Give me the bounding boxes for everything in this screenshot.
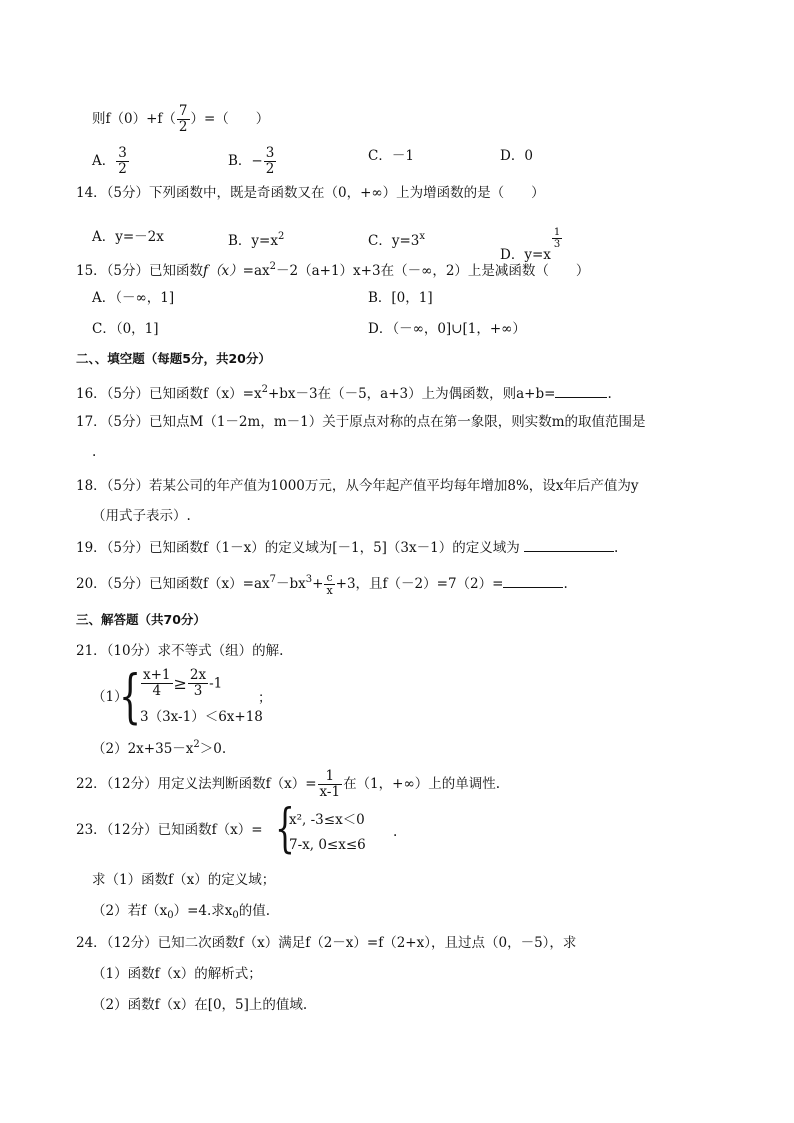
q16: 16．（5分）已知函数$f(x)=x^2+bx-3$在（－5，a+3）上为偶函数，则a+b= .	[76, 384, 612, 402]
q13-option-d: D．0	[500, 148, 533, 164]
q19: 19．（5分）已知函数f（1－x）的定义域为[－1，5]（3x－1）的定义域为 .	[76, 537, 618, 558]
q21-semicolon: ；	[258, 690, 272, 706]
q20: 20．（5分）已知函数$f(x)=ax^7-bx^3+$ $\frac{c}{x}$ +3，且f（－2）=7（2）= .	[76, 571, 568, 597]
q13-stem: 则f（0）+f（ $\frac{7}{2}$ ）=（ ）	[92, 103, 270, 135]
section-fill-in-heading: 二、、填空题（每题5分，共20分）	[76, 351, 271, 366]
q15-option-a: A．（－∞，1]	[92, 290, 175, 306]
q18-line2: （用式子表示）.	[92, 508, 191, 524]
q14-option-a: A．y=－2x	[92, 229, 164, 245]
q24-stem: 24．（12分）已知二次函数f（x）满足f（2－x）=f（2+x），且过点（0，－5），求	[76, 935, 577, 951]
q18-line1: 18．（5分）若某公司的年产值为1000万元，从今年起产值平均每年增加8%，设x年后产值为y	[76, 478, 639, 494]
q21-system-row2: 3（3x-1）＜6x+18	[140, 709, 263, 725]
q14-option-c: C．$y=3^x$	[368, 231, 425, 249]
q17-line2: .	[92, 444, 97, 460]
q15-option-b: B．[0，1]	[368, 290, 433, 306]
q21-stem: 21．（10分）求不等式（组）的解.	[76, 643, 284, 659]
q22: 22．（12分）用定义法判断函数f（x）= $\frac{1}{x-1}$ 在（1，+∞）上的单调性.	[76, 768, 500, 800]
q17-line1: 17．（5分）已知点M（1－2m，m－1）关于原点对称的点在第一象限，则实数m的取值范围是	[76, 414, 646, 430]
q23-part1: 求（1）函数f（x）的定义域；	[92, 872, 276, 888]
q15-stem: 15．（5分）已知函数$f(x)=ax^2-2(a+1)x+3$在（－∞，2）上是减函数（ ）	[76, 261, 590, 279]
q13-option-a: A． $\frac{3}{2}$	[92, 145, 127, 177]
q23-stem: 23．（12分）已知函数f（x）=	[76, 822, 263, 838]
q15-option-c: C．（0，1]	[92, 321, 159, 337]
q24-part1: （1）函数f（x）的解析式；	[92, 966, 262, 982]
q23-piece-row1: x², -3≤x＜0	[289, 812, 365, 828]
q21-part1-label: （1）	[92, 689, 128, 705]
q13-option-c: C．－1	[368, 148, 414, 164]
q23-part2: （2）若$f(x_0)=4$.求$x_0$的值.	[92, 903, 271, 921]
q23-piece-row2: 7-x, 0≤x≤6	[289, 837, 366, 853]
q21-brace: {	[119, 662, 142, 730]
section-answer-heading: 三、解答题（共70分）	[76, 612, 206, 627]
q13-option-b: B．− $\frac{3}{2}$	[228, 145, 275, 177]
q15-option-d: D．（－∞，0]∪[1，+∞）	[368, 321, 526, 337]
q14-option-b: B．$y=x^2$	[228, 231, 285, 249]
q13-fraction: $\frac{7}{2}$	[178, 103, 188, 135]
q14-stem: 14．（5分）下列函数中，既是奇函数又在（0，+∞）上为增函数的是（ ）	[76, 185, 545, 201]
q21-system-row1: $\frac{x+1}{4}$ ≥ $\frac{2x}{3}$ -1	[143, 667, 223, 699]
q23-dot: .	[393, 824, 398, 840]
q21-part2: $(2)2x+35-x^2>0$.	[92, 739, 227, 757]
q14-option-d: D．y=x $\frac{1}{3}$	[500, 227, 561, 263]
q23-brace: {	[275, 799, 295, 859]
q20-answer-blank	[503, 573, 563, 588]
q19-answer-blank	[524, 537, 614, 552]
q24-part2: （2）函数f（x）在[0，5]上的值域.	[92, 997, 308, 1013]
q16-answer-blank	[555, 383, 607, 398]
